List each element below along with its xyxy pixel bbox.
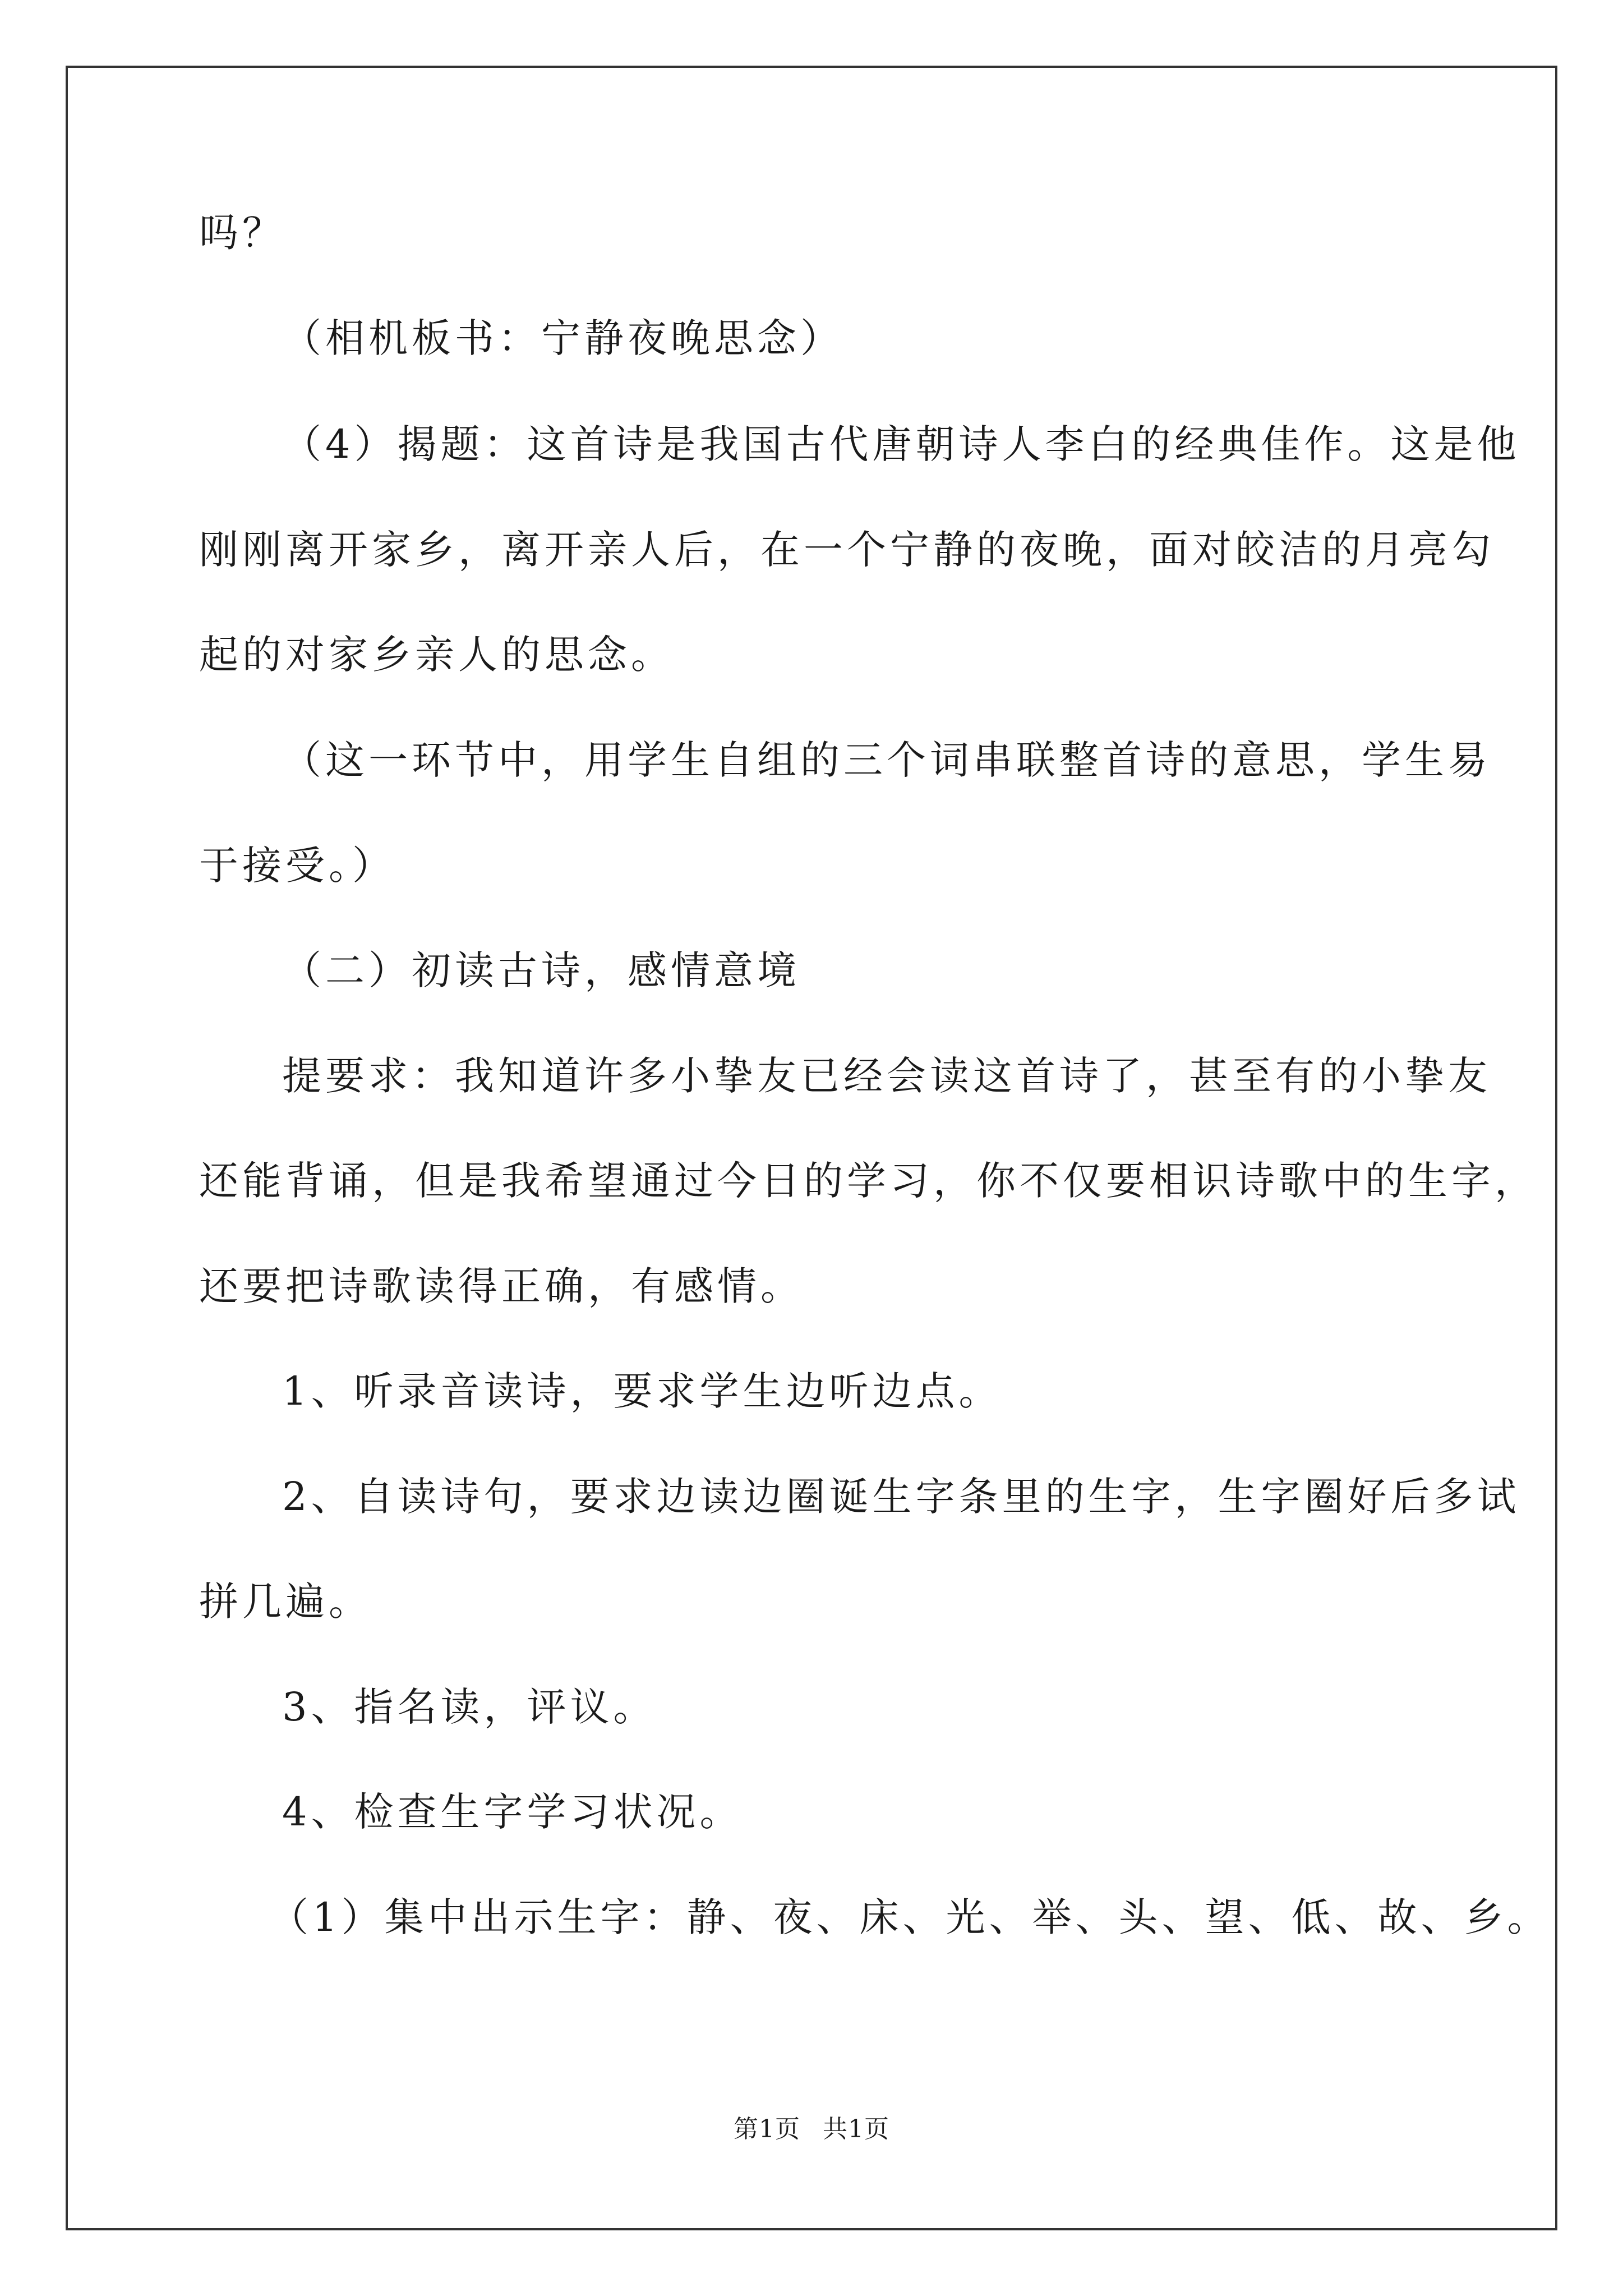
list-item: （1）集中出示生字：静、夜、床、光、举、头、望、低、故、乡。 <box>269 1894 1551 1940</box>
page-total: 共1页 <box>823 2115 889 2143</box>
section-heading: （二）初读古诗，感情意境 <box>282 947 800 993</box>
list-item: 4、检查生字学习状况。 <box>282 1789 743 1835</box>
page-number: 第1页 <box>734 2115 800 2143</box>
page-footer <box>0 2114 1623 2145</box>
text-line: （4）揭题：这首诗是我国古代唐朝诗人李白的经典佳作。这是他 <box>282 421 1520 467</box>
text-line: 还能背诵，但是我希望通过今日的学习，你不仅要相识诗歌中的生字， <box>199 1158 1538 1204</box>
list-item: 1、听录音读诗，要求学生边听边点。 <box>282 1368 1002 1414</box>
text-line: （相机板书：宁静夜晚思念） <box>282 315 843 361</box>
text-line: 拼几遍。 <box>199 1579 372 1625</box>
text-line: 吗？ <box>199 210 285 256</box>
text-line: 还要把诗歌读得正确，有感情。 <box>199 1263 804 1309</box>
text-line: 刚刚离开家乡，离开亲人后，在一个宁静的夜晚，面对皎洁的月亮勾 <box>199 527 1495 573</box>
list-item: 3、指名读，评议。 <box>282 1684 657 1730</box>
text-line: 于接受。） <box>199 843 395 889</box>
text-line: 起的对家乡亲人的思念。 <box>199 632 674 678</box>
text-line: 提要求：我知道许多小挚友已经会读这首诗了，甚至有的小挚友 <box>282 1053 1491 1099</box>
text-line: （这一环节中，用学生自组的三个词串联整首诗的意思，学生易 <box>282 737 1491 783</box>
list-item: 2、自读诗句，要求边读边圈诞生字条里的生字，生字圈好后多试 <box>282 1474 1520 1520</box>
